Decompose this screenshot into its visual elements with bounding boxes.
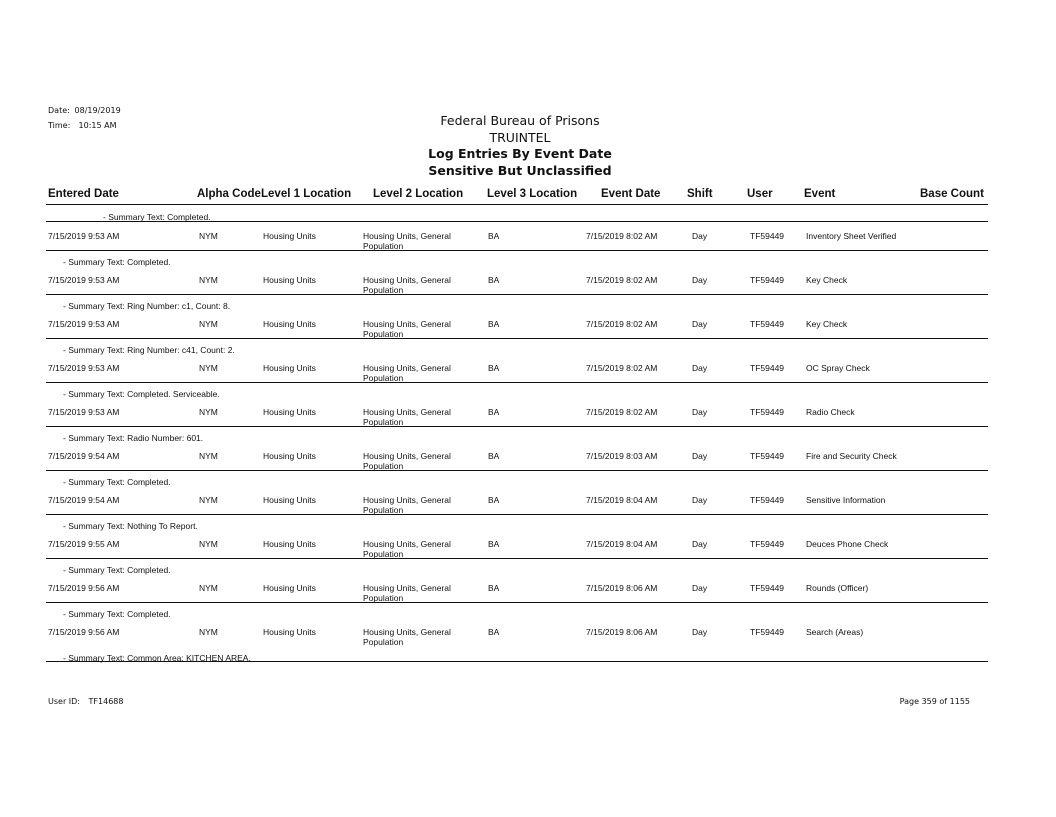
table-row: [0, 558, 1056, 619]
cell-user: TF59449: [750, 407, 785, 417]
summary-text: - Summary Text: Nothing To Report.: [63, 521, 198, 531]
table-row: [0, 382, 1056, 443]
cell-alpha-code: NYM: [199, 363, 218, 373]
col-alpha-code: Alpha Code: [197, 188, 261, 200]
cell-level2: Housing Units, General Population: [363, 451, 451, 471]
summary-text: - Summary Text: Ring Number: c41, Count: 2.: [63, 345, 235, 355]
cell-level1: Housing Units: [263, 627, 316, 637]
cell-alpha-code: NYM: [199, 495, 218, 505]
header-divider: [46, 204, 988, 205]
cell-user: TF59449: [750, 583, 785, 593]
cell-entered-date: 7/15/2019 9:53 AM: [48, 407, 120, 417]
summary-text: - Summary Text: Ring Number: c1, Count: 8.: [63, 301, 231, 311]
cell-alpha-code: NYM: [199, 583, 218, 593]
cell-alpha-code: NYM: [199, 407, 218, 417]
table-row: [0, 426, 1056, 487]
cell-level2: Housing Units, General Population: [363, 319, 451, 339]
cell-level3: BA: [488, 539, 500, 549]
table-row: [0, 338, 1056, 399]
cell-event: Fire and Security Check: [806, 451, 897, 461]
first-summary: - Summary Text: Completed.: [103, 212, 211, 222]
cell-shift: Day: [692, 627, 708, 637]
cell-user: TF59449: [750, 539, 785, 549]
summary-text: - Summary Text: Completed.: [63, 477, 171, 487]
cell-level2: Housing Units, General Population: [363, 495, 451, 515]
cell-event: Sensitive Information: [806, 495, 886, 505]
cell-level3: BA: [488, 231, 500, 241]
cell-user: TF59449: [750, 451, 785, 461]
cell-level2: Housing Units, General Population: [363, 231, 451, 251]
cell-entered-date: 7/15/2019 9:53 AM: [48, 319, 120, 329]
summary-text: - Summary Text: Common Area: KITCHEN AREA.: [63, 653, 251, 663]
title-report: Log Entries By Event Date: [428, 146, 612, 161]
cell-event-date: 7/15/2019 8:04 AM: [586, 539, 658, 549]
cell-alpha-code: NYM: [199, 319, 218, 329]
time-value: 10:15 AM: [78, 121, 117, 130]
cell-alpha-code: NYM: [199, 451, 218, 461]
cell-entered-date: 7/15/2019 9:56 AM: [48, 583, 120, 593]
cell-event-date: 7/15/2019 8:02 AM: [586, 275, 658, 285]
cell-event: Key Check: [806, 275, 848, 285]
cell-level3: BA: [488, 363, 500, 373]
table-row: [0, 250, 1056, 311]
report-time: [48, 121, 117, 130]
row-divider: [46, 602, 988, 603]
cell-event-date: 7/15/2019 8:04 AM: [586, 495, 658, 505]
cell-alpha-code: NYM: [199, 539, 218, 549]
summary-text: - Summary Text: Completed.: [63, 565, 171, 575]
table-row: [0, 206, 1056, 267]
cell-event: Deuces Phone Check: [806, 539, 889, 549]
cell-level1: Housing Units: [263, 451, 316, 461]
cell-entered-date: 7/15/2019 9:54 AM: [48, 451, 120, 461]
log-table: [0, 206, 1056, 663]
cell-entered-date: 7/15/2019 9:53 AM: [48, 231, 120, 241]
cell-event: Radio Check: [806, 407, 855, 417]
summary-text: - Summary Text: Completed.: [63, 609, 171, 619]
cell-shift: Day: [692, 583, 708, 593]
cell-level2: Housing Units, General Population: [363, 583, 451, 603]
cell-level2: Housing Units, General Population: [363, 539, 451, 559]
row-divider: [46, 558, 988, 559]
cell-user: TF59449: [750, 363, 785, 373]
col-level2: Level 2 Location: [373, 188, 464, 200]
report-date: [48, 106, 121, 115]
col-level1: Level 1 Location: [261, 188, 352, 200]
cell-shift: Day: [692, 319, 708, 329]
cell-event: Rounds (Officer): [806, 583, 869, 593]
cell-event: Inventory Sheet Verified: [806, 231, 897, 241]
time-label: Time:: [48, 121, 71, 130]
col-shift: Shift: [687, 188, 713, 200]
footer-user: [48, 697, 123, 706]
summary-text: - Summary Text: Completed. Serviceable.: [63, 389, 220, 399]
cell-event-date: 7/15/2019 8:02 AM: [586, 363, 658, 373]
cell-level1: Housing Units: [263, 319, 316, 329]
row-divider: [46, 250, 988, 251]
cell-shift: Day: [692, 275, 708, 285]
cell-level1: Housing Units: [263, 275, 316, 285]
cell-level1: Housing Units: [263, 407, 316, 417]
title-system: TRUINTEL: [489, 129, 551, 145]
cell-shift: Day: [692, 451, 708, 461]
title-agency: Federal Bureau of Prisons: [440, 113, 600, 128]
cell-level1: Housing Units: [263, 495, 316, 505]
cell-level2: Housing Units, General Population: [363, 275, 451, 295]
cell-alpha-code: NYM: [199, 231, 218, 241]
cell-user: TF59449: [750, 319, 785, 329]
col-event: Event: [804, 188, 836, 200]
cell-user: TF59449: [750, 495, 785, 505]
row-divider: [46, 338, 988, 339]
cell-level1: Housing Units: [263, 363, 316, 373]
table-row: [0, 514, 1056, 575]
cell-level2: Housing Units, General Population: [363, 407, 451, 427]
col-entered-date: Entered Date: [48, 188, 119, 200]
cell-level1: Housing Units: [263, 231, 316, 241]
cell-level1: Housing Units: [263, 539, 316, 549]
row-divider: [46, 514, 988, 515]
cell-event-date: 7/15/2019 8:02 AM: [586, 407, 658, 417]
row-divider: [46, 382, 988, 383]
col-level3: Level 3 Location: [487, 188, 578, 200]
page-number: Page 359 of 1155: [899, 697, 970, 706]
cell-alpha-code: NYM: [199, 275, 218, 285]
cell-event: OC Spray Check: [806, 363, 870, 373]
cell-user: TF59449: [750, 627, 785, 637]
cell-level1: Housing Units: [263, 583, 316, 593]
report-title: [380, 113, 660, 179]
col-base-count: Base Count: [920, 188, 984, 200]
cell-level3: BA: [488, 495, 500, 505]
table-bottom-line: [46, 661, 988, 662]
row-divider: [46, 294, 988, 295]
cell-shift: Day: [692, 363, 708, 373]
cell-entered-date: 7/15/2019 9:53 AM: [48, 363, 120, 373]
cell-level3: BA: [488, 407, 500, 417]
cell-entered-date: 7/15/2019 9:53 AM: [48, 275, 120, 285]
row-divider: [46, 426, 988, 427]
cell-level3: BA: [488, 275, 500, 285]
cell-level3: BA: [488, 319, 500, 329]
cell-shift: Day: [692, 231, 708, 241]
cell-event: Search (Areas): [806, 627, 864, 637]
col-event-date: Event Date: [601, 188, 661, 200]
col-user: User: [747, 188, 773, 200]
cell-shift: Day: [692, 495, 708, 505]
title-classification: Sensitive But Unclassified: [428, 162, 612, 178]
cell-event-date: 7/15/2019 8:06 AM: [586, 583, 658, 593]
cell-level3: BA: [488, 627, 500, 637]
table-row: [0, 470, 1056, 531]
cell-user: TF59449: [750, 231, 785, 241]
cell-event-date: 7/15/2019 8:02 AM: [586, 231, 658, 241]
cell-level3: BA: [488, 451, 500, 461]
table-row: [0, 602, 1056, 663]
cell-shift: Day: [692, 539, 708, 549]
cell-event: Key Check: [806, 319, 848, 329]
cell-alpha-code: NYM: [199, 627, 218, 637]
cell-event-date: 7/15/2019 8:06 AM: [586, 627, 658, 637]
cell-event-date: 7/15/2019 8:02 AM: [586, 319, 658, 329]
cell-entered-date: 7/15/2019 9:55 AM: [48, 539, 120, 549]
cell-entered-date: 7/15/2019 9:54 AM: [48, 495, 120, 505]
cell-level2: Housing Units, General Population: [363, 627, 451, 647]
date-value: 08/19/2019: [74, 106, 121, 115]
summary-text: - Summary Text: Radio Number: 601.: [63, 433, 204, 443]
table-row: [0, 294, 1056, 355]
cell-level2: Housing Units, General Population: [363, 363, 451, 383]
date-label: Date:: [48, 106, 70, 115]
row-divider: [46, 470, 988, 471]
cell-user: TF59449: [750, 275, 785, 285]
cell-level3: BA: [488, 583, 500, 593]
summary-text: - Summary Text: Completed.: [63, 257, 171, 267]
user-id-label: User ID:: [48, 697, 80, 706]
cell-event-date: 7/15/2019 8:03 AM: [586, 451, 658, 461]
cell-entered-date: 7/15/2019 9:56 AM: [48, 627, 120, 637]
cell-shift: Day: [692, 407, 708, 417]
row-divider: [46, 221, 988, 222]
user-id-value: TF14688: [88, 697, 124, 706]
